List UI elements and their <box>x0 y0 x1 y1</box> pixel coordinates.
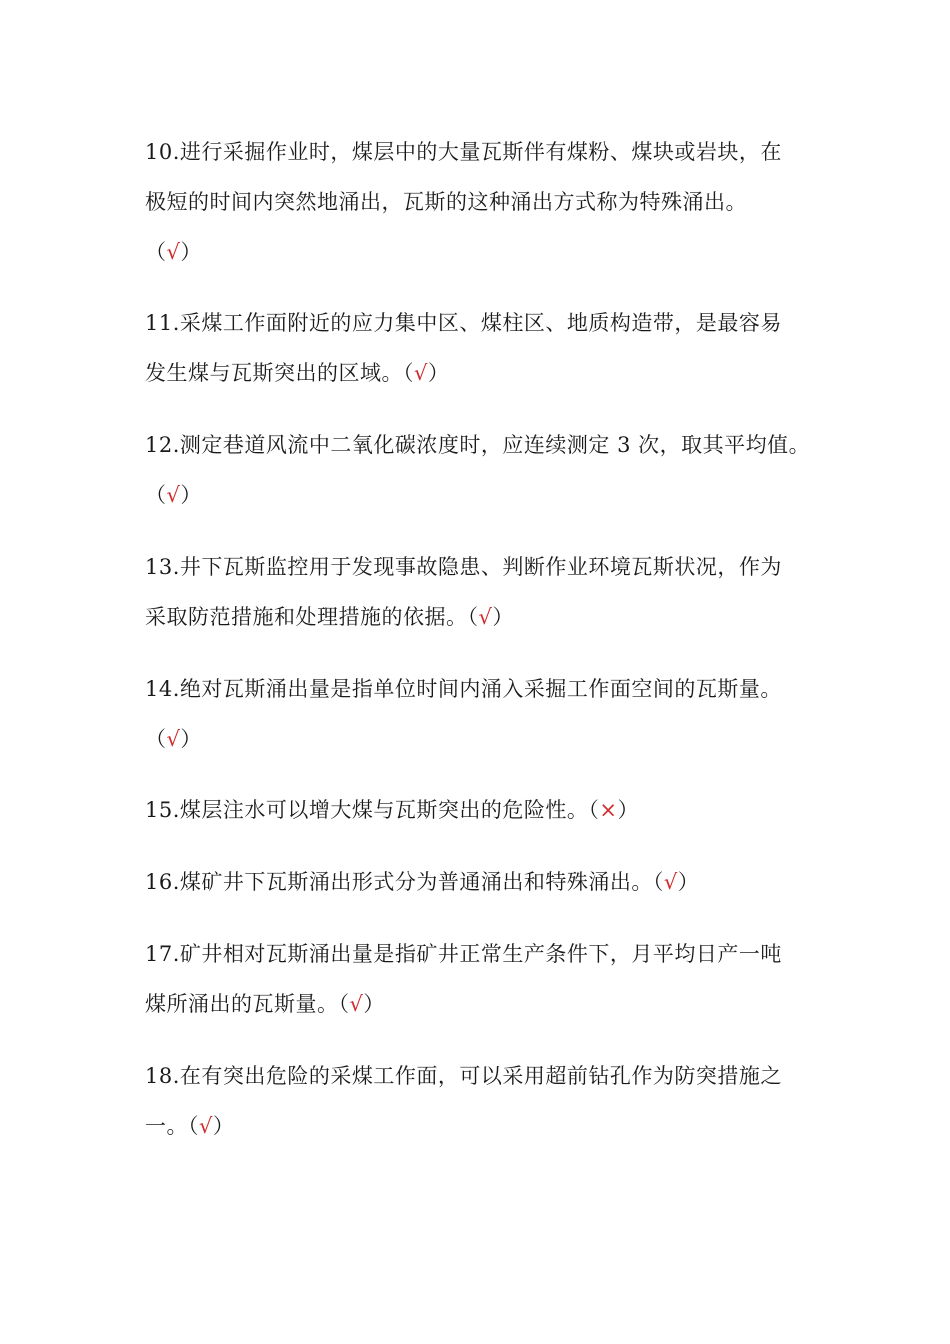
answer-mark: √ <box>663 870 678 894</box>
question-line: 14.绝对瓦斯涌出量是指单位时间内涌入采掘工作面空间的瓦斯量。 <box>145 677 782 701</box>
close-paren: ） <box>180 727 202 751</box>
question-answer-line <box>145 227 825 277</box>
question-answer-line <box>145 592 825 642</box>
close-paren: ） <box>180 483 202 507</box>
answer-mark: √ <box>349 992 364 1016</box>
question-answer-line <box>145 1101 825 1151</box>
answer-mark: √ <box>414 361 428 385</box>
question-line: 10.进行采掘作业时，煤层中的大量瓦斯伴有煤粉、煤块或岩块，在 <box>145 140 782 164</box>
question-text: 16.煤矿井下瓦斯涌出形式分为普通涌出和特殊涌出。（ <box>145 870 664 894</box>
question-16 <box>145 857 825 907</box>
question-line: 12.测定巷道风流中二氧化碳浓度时，应连续测定 3 次，取其平均值。 <box>145 433 811 457</box>
answer-mark: √ <box>166 727 181 751</box>
question-15 <box>145 785 825 835</box>
question-answer-line <box>145 785 825 835</box>
question-text: 15.煤层注水可以增大煤与瓦斯突出的危险性。（ <box>145 798 600 822</box>
question-14 <box>145 664 825 764</box>
question-answer-line <box>145 857 825 907</box>
question-12 <box>145 420 825 520</box>
close-paren: ） <box>677 870 700 894</box>
close-paren: ） <box>363 992 385 1016</box>
answer-mark: √ <box>478 605 493 629</box>
answer-mark: √ <box>166 483 181 507</box>
close-paren: ） <box>180 240 202 264</box>
question-answer-line <box>145 714 825 764</box>
question-text: 采取防范措施和处理措施的依据。（ <box>145 605 479 629</box>
open-paren: （ <box>145 240 167 264</box>
answer-mark: √ <box>166 240 181 264</box>
question-13 <box>145 542 825 642</box>
question-17 <box>145 929 825 1029</box>
question-line: 11.采煤工作面附近的应力集中区、煤柱区、地质构造带，是最容易 <box>145 311 782 335</box>
question-text: 发生煤与瓦斯突出的区域。（ <box>145 361 414 385</box>
question-answer-line <box>145 979 825 1029</box>
answer-mark: √ <box>199 1114 213 1138</box>
answer-mark: × <box>599 798 618 822</box>
open-paren: （ <box>145 727 167 751</box>
question-answer-line <box>145 470 825 520</box>
question-line: 极短的时间内突然地涌出，瓦斯的这种涌出方式称为特殊涌出。 <box>145 190 747 214</box>
question-line: 17.矿井相对瓦斯涌出量是指矿井正常生产条件下，月平均日产一吨 <box>145 942 782 966</box>
question-text: 一。（ <box>145 1114 199 1138</box>
question-text: 煤所涌出的瓦斯量。（ <box>145 992 350 1016</box>
close-paren: ） <box>427 361 450 385</box>
close-paren: ） <box>617 798 640 822</box>
question-line: 18.在有突出危险的采煤工作面，可以采用超前钻孔作为防突措施之 <box>145 1064 782 1088</box>
question-answer-line <box>145 348 825 398</box>
question-10 <box>145 127 825 277</box>
close-paren: ） <box>492 605 514 629</box>
open-paren: （ <box>145 483 167 507</box>
question-18 <box>145 1051 825 1151</box>
close-paren: ） <box>212 1114 235 1138</box>
question-line: 13.井下瓦斯监控用于发现事故隐患、判断作业环境瓦斯状况，作为 <box>145 555 782 579</box>
question-11 <box>145 298 825 398</box>
